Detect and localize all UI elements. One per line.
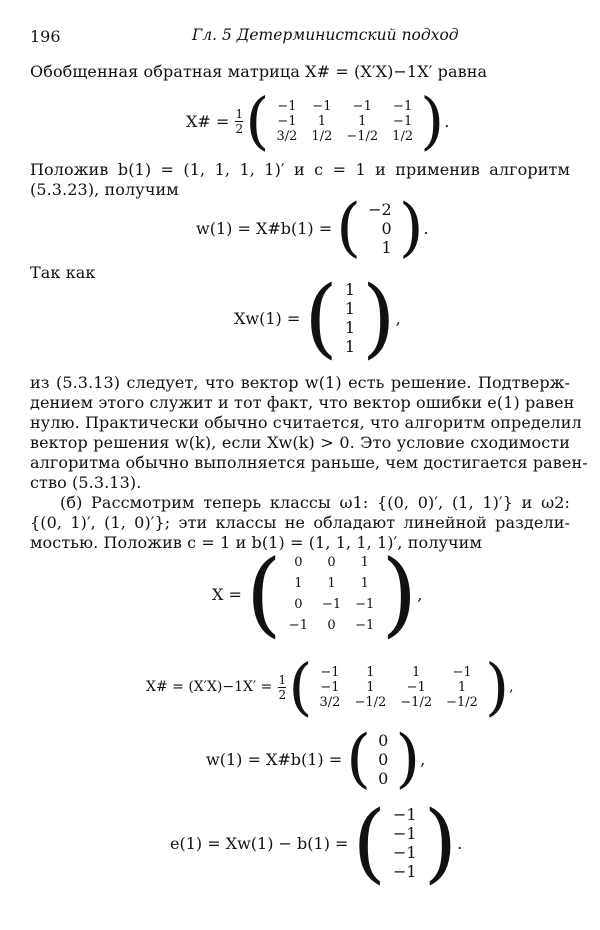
fraction [278, 674, 286, 701]
text-line: (б) Рассмотрим теперь классы ω1: {(0, 0)′, (1, 1)′} и ω2: [60, 493, 570, 512]
equation-tail: . [423, 218, 429, 238]
matrix-cell: −1 [355, 597, 375, 612]
matrix-cell: 3/2 [319, 694, 341, 710]
matrix-cell: 1 [317, 113, 327, 129]
vector-cell: −1 [393, 862, 417, 881]
matrix-row [270, 99, 421, 114]
equation-tail: , [420, 749, 426, 769]
equation-w1 [196, 191, 429, 265]
vector [346, 722, 421, 796]
matrix-cell: 0 [294, 555, 303, 570]
vector-table [371, 731, 395, 788]
text-line: мостью. Положив c = 1 и b(1) = (1, 1, 1, 1)′, получим [30, 533, 482, 552]
matrix-cell: −1 [355, 618, 375, 633]
matrix-row [313, 665, 485, 680]
vector-table [386, 805, 424, 881]
matrix-cell: −1 [288, 618, 308, 633]
matrix-row [282, 573, 382, 594]
vector-cell: −1 [393, 805, 417, 824]
equation-matrix-x [212, 540, 423, 647]
text-line: дением этого служит и тот факт, что вектор ошибки e(1) равен [30, 393, 575, 412]
fraction-denominator: 2 [235, 121, 244, 136]
vector-table [338, 280, 362, 356]
equation-error [170, 793, 463, 893]
matrix-row [282, 552, 382, 573]
matrix-cell: −1 [277, 98, 297, 114]
matrix [288, 650, 510, 723]
left-paren: ( [336, 191, 362, 265]
text-line: Положив b(1) = (1, 1, 1, 1)′ и c = 1 и применив алгоритм [30, 160, 570, 179]
matrix-cell: 1 [360, 576, 369, 591]
equation-lhs: X# = [186, 111, 230, 131]
vector-cell: 0 [378, 768, 389, 788]
vector-cell: 0 [378, 730, 389, 750]
text-line: алгоритма обычно выполняется раньше, чем достигается равен- [30, 453, 588, 472]
equation-tail: , [395, 308, 401, 328]
left-paren: ( [245, 84, 270, 157]
matrix-cell: 1 [366, 679, 375, 695]
matrix-table [270, 99, 421, 144]
equation-lhs: X = [212, 584, 242, 604]
text-line: Обобщенная обратная матрица X# = (X′X)−1X′ равна [30, 62, 488, 81]
matrix-cell: −1 [277, 113, 297, 129]
matrix-cell: −1/2 [354, 694, 387, 710]
left-paren: ( [352, 793, 386, 893]
equation-lhs: w(1) = X#b(1) = [196, 218, 333, 238]
matrix-row [313, 680, 485, 695]
matrix-cell: 1 [457, 679, 467, 695]
matrix-cell: 1 [412, 664, 421, 680]
matrix-cell: −1 [406, 679, 426, 695]
matrix-cell: −1/2 [400, 694, 433, 710]
right-paren: ) [362, 268, 396, 368]
text-line: вектор решения w(k), если Xw(k) > 0. Это условие сходимости [30, 433, 570, 452]
matrix-table [313, 665, 485, 710]
matrix [245, 84, 445, 157]
left-paren: ( [346, 722, 372, 796]
matrix-cell: 1/2 [311, 128, 333, 144]
right-paren: ) [484, 650, 510, 723]
equation-lhs: e(1) = Xw(1) − b(1) = [170, 833, 349, 853]
equation-lhs: X# = (X′X)−1X′ = [146, 679, 273, 695]
matrix-cell: −1 [320, 664, 340, 680]
matrix-cell: −1 [393, 98, 413, 114]
matrix-cell: 0 [327, 555, 336, 570]
text-line: {(0, 1)′, (1, 0)′}; эти классы не обладают линейной раздели- [30, 513, 570, 532]
matrix-cell: −1 [312, 98, 332, 114]
equation-tail: . [444, 111, 450, 131]
equation-xw1 [234, 268, 401, 368]
right-paren: ) [420, 84, 445, 157]
matrix-cell: −1 [352, 98, 372, 114]
vector-cell: −1 [393, 843, 417, 862]
matrix-cell: −1 [393, 113, 413, 129]
left-paren: ( [288, 650, 313, 723]
vector-cell: 1 [344, 299, 355, 318]
vector [304, 268, 396, 368]
vector-cell: 1 [344, 318, 355, 337]
matrix-cell: −1/2 [346, 128, 379, 144]
vector-cell: −1 [393, 824, 417, 843]
vector-table [361, 200, 399, 257]
matrix-row [270, 114, 421, 129]
matrix-row [270, 129, 421, 144]
fraction-numerator: 1 [235, 106, 244, 121]
page-number: 196 [30, 27, 61, 46]
left-paren: ( [245, 540, 282, 647]
matrix [245, 540, 418, 647]
matrix-cell: 3/2 [276, 128, 298, 144]
equation-tail: . [457, 833, 463, 853]
matrix-cell: −1 [452, 664, 472, 680]
matrix-cell: 1 [366, 664, 375, 680]
vector-cell: 1 [344, 280, 355, 299]
matrix-cell: 1 [294, 576, 303, 591]
matrix-cell: −1 [320, 679, 340, 695]
vector-cell: 1 [344, 337, 355, 356]
running-head: Гл. 5 Детерминистский подход [192, 26, 459, 44]
equation-tail: , [509, 679, 514, 695]
right-paren: ) [395, 722, 421, 796]
matrix-table [282, 552, 382, 636]
right-paren: ) [423, 793, 458, 893]
equation-w1-b [206, 722, 426, 796]
text-line: Так как [30, 263, 96, 282]
vector [336, 191, 424, 265]
text-line: из (5.3.13) следует, что вектор w(1) есть решение. Подтверж- [30, 373, 570, 392]
matrix-row [282, 594, 382, 615]
vector-cell: −2 [368, 199, 392, 219]
matrix-cell: 0 [294, 597, 303, 612]
matrix-cell: 1/2 [392, 128, 414, 144]
right-paren: ) [398, 191, 424, 265]
left-paren: ( [304, 268, 338, 368]
vector-cell: 1 [381, 237, 392, 257]
matrix-cell: 1 [358, 113, 367, 129]
equation-pseudoinverse-b [146, 650, 514, 723]
text-line: ство (5.3.13). [30, 473, 142, 492]
matrix-cell: 0 [327, 618, 336, 633]
fraction [235, 108, 243, 135]
text-line: нулю. Практически обычно считается, что алгоритм определил [30, 413, 582, 432]
matrix-cell: −1/2 [446, 694, 478, 710]
fraction-denominator: 2 [278, 687, 287, 702]
vector [352, 793, 458, 893]
vector-cell: 0 [378, 749, 389, 769]
equation-lhs: Xw(1) = [234, 308, 301, 328]
matrix-row [313, 695, 485, 710]
matrix-cell: 1 [360, 555, 369, 570]
text-line: (5.3.23), получим [30, 180, 179, 199]
equation-lhs: w(1) = X#b(1) = [206, 749, 343, 769]
right-paren: ) [381, 540, 418, 647]
fraction-numerator: 1 [278, 672, 287, 687]
equation-pseudoinverse [186, 84, 450, 157]
vector-cell: 0 [381, 218, 392, 238]
matrix-cell: −1 [321, 597, 342, 612]
equation-tail: , [417, 584, 423, 604]
matrix-cell: 1 [327, 576, 336, 591]
matrix-row [282, 615, 382, 636]
